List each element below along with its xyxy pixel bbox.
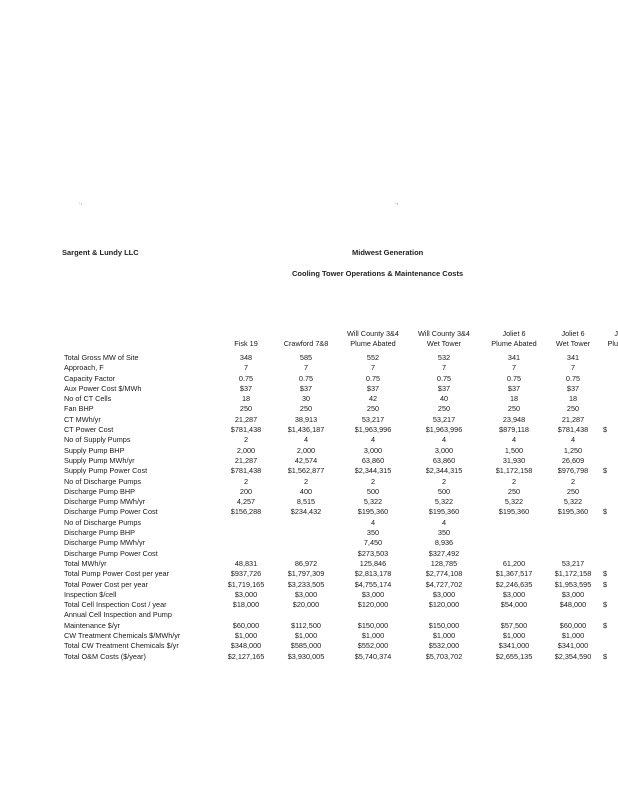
table-cell: $20,000: [292, 600, 320, 610]
table-cell: [603, 487, 618, 497]
table-cell: $: [603, 569, 608, 579]
table-cell: 4: [511, 435, 517, 445]
scan-mark-left: .,: [79, 200, 83, 206]
table-cell: 4,257: [236, 497, 256, 507]
column-header-line1: Will County 3&4: [347, 329, 399, 338]
table-cell: [603, 456, 618, 466]
table-cell: $37: [366, 383, 380, 393]
table-cell: 38,913: [294, 414, 318, 424]
table-cell: 350: [366, 528, 380, 538]
table-cell: 0.75: [238, 373, 254, 383]
table-cell: $781,438: [230, 425, 262, 435]
table-cell: 0.75: [565, 373, 581, 383]
table-cell: 30: [301, 394, 311, 404]
table-cell: $2,127,165: [227, 651, 265, 661]
column-header-line1: Will County 3&4: [418, 329, 470, 338]
table-cell: 552: [366, 353, 380, 362]
row-label: Supply Pump Power Cost: [64, 466, 148, 476]
table-cell: 341: [566, 353, 580, 362]
table-cell: 21,287: [234, 414, 258, 424]
table-cell: $37: [507, 383, 521, 393]
table-cell: 18: [568, 394, 578, 404]
table-cell: $273,503: [357, 548, 389, 558]
table-cell: $60,000: [559, 620, 587, 630]
company-name: Sargent & Lundy LLC: [62, 248, 139, 257]
table-cell: 63,860: [361, 455, 385, 465]
table-cell: $1,172,158: [554, 569, 592, 579]
table-cell: $1,000: [432, 631, 456, 641]
table-cell: $3,233,505: [287, 579, 325, 589]
table-cell: 0.75: [298, 373, 314, 383]
row-label: Supply Pump BHP: [64, 445, 125, 455]
table-cell: $: [603, 600, 608, 610]
table-cell: 7: [511, 363, 517, 373]
row-label: CT MWh/yr: [64, 414, 101, 424]
table-cell: 4: [370, 517, 376, 527]
table-cell: 21,287: [561, 414, 585, 424]
table-cell: 0.75: [436, 373, 452, 383]
row-label: Discharge Pump Power Cost: [64, 548, 158, 558]
table-cell: $195,360: [498, 507, 530, 517]
table-cell: $60,000: [232, 620, 260, 630]
table-cell: $234,432: [290, 507, 322, 517]
table-cell: [603, 610, 618, 620]
table-cell: 4: [570, 435, 576, 445]
table-cell: 500: [366, 486, 380, 496]
table-cell: 53,217: [432, 414, 456, 424]
table-cell: $2,774,108: [425, 569, 463, 579]
table-cell: 7: [303, 363, 309, 373]
table-cell: 125,846: [359, 558, 387, 568]
table-cell: $585,000: [290, 641, 322, 651]
table-cell: 4: [370, 435, 376, 445]
table-cell: 200: [239, 486, 253, 496]
table-cell: $37: [239, 383, 253, 393]
table-cell: 2: [511, 476, 517, 486]
table-cell: 2,000: [236, 445, 256, 455]
table-cell: $2,655,135: [495, 651, 533, 661]
table-cell: 585: [299, 353, 313, 362]
table-cell: 2: [243, 476, 249, 486]
table-cell: 18: [241, 394, 251, 404]
table-cell: $2,354,590: [554, 651, 592, 661]
table-cell: [337, 610, 409, 620]
table-cell: 2: [303, 476, 309, 486]
column-header-line2: Plume Abated: [350, 339, 396, 348]
column-header-line2: Wet Tower: [555, 339, 591, 348]
table-cell: 250: [507, 486, 521, 496]
table-cell: $2,813,178: [354, 569, 392, 579]
table-cell: [603, 384, 618, 394]
table-cell: [537, 610, 609, 620]
table-cell: $1,562,877: [287, 466, 325, 476]
row-label: Total Gross MW of Site: [64, 353, 139, 362]
table-cell: [537, 549, 609, 559]
column-header-line2: Plu: [607, 339, 618, 348]
table-cell: 4: [441, 517, 447, 527]
table-cell: $5,703,702: [425, 651, 463, 661]
table-cell: 341: [507, 353, 521, 362]
table-cell: $18,000: [232, 600, 260, 610]
table-cell: 4: [441, 435, 447, 445]
table-cell: $3,000: [561, 589, 585, 599]
table-cell: 86,972: [294, 558, 318, 568]
table-cell: [603, 394, 618, 404]
table-cell: $2,246,635: [495, 579, 533, 589]
row-label: Aux Power Cost $/MWh: [64, 383, 142, 393]
table-cell: [603, 415, 618, 425]
report-title: Cooling Tower Operations & Maintenance Costs: [292, 269, 464, 278]
table-cell: 348: [239, 353, 253, 362]
column-header-line1: Joliet 6: [561, 329, 585, 338]
table-cell: $4,755,174: [354, 579, 392, 589]
table-cell: [603, 374, 618, 384]
value-column: [537, 353, 609, 662]
table-cell: 532: [437, 353, 451, 362]
column-header-line1: [270, 329, 342, 339]
column-header-line2: Plume Abated: [491, 339, 537, 348]
table-cell: 5,322: [434, 497, 454, 507]
value-column: [270, 353, 342, 662]
table-cell: $781,438: [557, 425, 589, 435]
value-column: [408, 353, 480, 662]
table-cell: $48,000: [559, 600, 587, 610]
table-cell: 1,500: [504, 445, 524, 455]
table-cell: 5,322: [504, 497, 524, 507]
table-cell: 5,322: [363, 497, 383, 507]
table-cell: $2,344,315: [354, 466, 392, 476]
table-cell: 1,250: [563, 445, 583, 455]
table-cell: [537, 538, 609, 548]
table-cell: 0.75: [365, 373, 381, 383]
table-cell: $: [603, 620, 608, 630]
table-cell: [603, 538, 618, 548]
table-cell: [270, 538, 342, 548]
row-label: Discharge Pump BHP: [64, 486, 135, 496]
table-cell: [270, 549, 342, 559]
table-cell: 350: [437, 528, 451, 538]
table-cell: 2: [570, 476, 576, 486]
table-cell: $1,000: [294, 631, 318, 641]
table-cell: $3,930,005: [287, 651, 325, 661]
value-column-partial: [603, 353, 618, 662]
table-cell: $37: [566, 383, 580, 393]
table-cell: 2: [441, 476, 447, 486]
table-cell: 21,287: [234, 455, 258, 465]
column-header: [270, 329, 342, 349]
row-label: Fan BHP: [64, 404, 94, 414]
row-labels: [64, 353, 204, 662]
column-header-line2: Crawford 7&8: [283, 339, 329, 348]
table-cell: [603, 641, 618, 651]
table-cell: $552,000: [357, 641, 389, 651]
table-cell: $1,000: [234, 631, 258, 641]
table-cell: 250: [507, 404, 521, 414]
table-cell: $2,344,315: [425, 466, 463, 476]
column-header: [408, 329, 480, 349]
table-cell: $1,172,158: [495, 466, 533, 476]
table-cell: $781,438: [230, 466, 262, 476]
table-cell: 250: [437, 404, 451, 414]
table-cell: [603, 631, 618, 641]
row-label: Annual Cell Inspection and Pump: [64, 610, 172, 620]
table-cell: [603, 559, 618, 569]
table-cell: [603, 353, 618, 363]
row-label: Approach, F: [64, 363, 104, 373]
table-cell: $1,367,517: [495, 569, 533, 579]
table-cell: [603, 435, 618, 445]
table-cell: 250: [566, 486, 580, 496]
table-cell: $1,797,309: [287, 569, 325, 579]
table-cell: 31,930: [502, 455, 526, 465]
table-cell: 42: [368, 394, 378, 404]
table-cell: $: [603, 579, 608, 589]
table-cell: $1,000: [361, 631, 385, 641]
table-cell: 8,936: [434, 538, 454, 548]
table-cell: $3,000: [234, 589, 258, 599]
table-cell: 3,000: [434, 445, 454, 455]
table-cell: 48,831: [234, 558, 258, 568]
table-cell: [603, 528, 618, 538]
column-header-line2: Fisk 19: [234, 339, 258, 348]
table-cell: $1,000: [502, 631, 526, 641]
row-label: Total Cell Inspection Cost / year: [64, 600, 167, 610]
column-header-line1: Joliet 6: [502, 329, 526, 338]
row-label: Total O&M Costs ($/year): [64, 651, 146, 661]
table-cell: $879,118: [499, 425, 529, 435]
column-header-line1: J: [614, 329, 618, 338]
table-cell: $3,000: [502, 589, 526, 599]
table-cell: 2: [243, 435, 249, 445]
table-cell: $5,740,374: [354, 651, 392, 661]
table-cell: $3,000: [432, 589, 456, 599]
table-cell: 128,785: [430, 558, 458, 568]
table-cell: [537, 528, 609, 538]
table-cell: [603, 497, 618, 507]
client-name: Midwest Generation: [352, 248, 424, 257]
column-header: [337, 329, 409, 349]
table-cell: 7: [441, 363, 447, 373]
row-label: No of CT Cells: [64, 394, 112, 404]
table-cell: $: [603, 425, 608, 435]
table-cell: [603, 404, 618, 414]
table-cell: 53,217: [561, 558, 585, 568]
table-cell: $54,000: [500, 600, 528, 610]
table-cell: $120,000: [357, 600, 389, 610]
table-cell: 5,322: [563, 497, 583, 507]
table-cell: $: [603, 507, 608, 517]
table-cell: $120,000: [428, 600, 460, 610]
table-cell: $1,963,996: [425, 425, 463, 435]
table-cell: 26,609: [561, 455, 585, 465]
row-label: CW Treatment Chemicals $/MWh/yr: [64, 631, 181, 641]
table-cell: [537, 518, 609, 528]
value-column: [337, 353, 409, 662]
table-cell: $532,000: [428, 641, 460, 651]
table-cell: [603, 549, 618, 559]
table-cell: $1,719,165: [227, 579, 265, 589]
table-cell: 53,217: [361, 414, 385, 424]
table-cell: 63,860: [432, 455, 456, 465]
table-cell: 400: [299, 486, 313, 496]
table-cell: $3,000: [294, 589, 318, 599]
table-cell: 8,515: [296, 497, 316, 507]
row-label: No of Discharge Pumps: [64, 517, 142, 527]
table-cell: $150,000: [357, 620, 389, 630]
table-cell: $57,500: [500, 620, 528, 630]
table-cell: $195,360: [357, 507, 389, 517]
table-cell: $195,360: [428, 507, 460, 517]
table-cell: $1,000: [561, 631, 585, 641]
table-cell: $327,492: [428, 548, 460, 558]
table-cell: $195,360: [557, 507, 589, 517]
table-cell: 4: [303, 435, 309, 445]
table-cell: 2,000: [296, 445, 316, 455]
row-label: CT Power Cost: [64, 425, 114, 435]
table-cell: $: [603, 466, 608, 476]
table-cell: 250: [566, 404, 580, 414]
table-cell: 7: [570, 363, 576, 373]
table-cell: 250: [366, 404, 380, 414]
column-header-line2: Wet Tower: [426, 339, 462, 348]
table-cell: [603, 477, 618, 487]
table-cell: 3,000: [363, 445, 383, 455]
table-cell: 7,450: [363, 538, 383, 548]
row-label: Discharge Pump BHP: [64, 528, 135, 538]
row-label: No of Supply Pumps: [64, 435, 131, 445]
table-cell: 0.75: [506, 373, 522, 383]
table-cell: [603, 363, 618, 373]
table-cell: [603, 518, 618, 528]
table-cell: $37: [299, 383, 313, 393]
row-label: Supply Pump MWh/yr: [64, 455, 135, 465]
row-label: Maintenance $/yr: [64, 620, 120, 630]
table-cell: 40: [439, 394, 449, 404]
table-cell: [603, 446, 618, 456]
table-cell: $937,726: [230, 569, 262, 579]
table-cell: $4,727,702: [425, 579, 463, 589]
table-cell: $112,500: [291, 620, 321, 630]
table-cell: 500: [437, 486, 451, 496]
table-cell: 250: [239, 404, 253, 414]
row-label: Inspection $/cell: [64, 589, 117, 599]
table-cell: 7: [243, 363, 249, 373]
row-label: Discharge Pump MWh/yr: [64, 497, 146, 507]
table-cell: 7: [370, 363, 376, 373]
table-cell: $37: [437, 383, 451, 393]
row-label: No of Discharge Pumps: [64, 476, 142, 486]
table-cell: 61,200: [502, 558, 526, 568]
table-cell: $: [603, 651, 608, 661]
table-cell: 250: [299, 404, 313, 414]
row-label: Total Power Cost per year: [64, 579, 148, 589]
row-label: Discharge Pump MWh/yr: [64, 538, 146, 548]
table-cell: $3,000: [361, 589, 385, 599]
table-cell: 18: [509, 394, 519, 404]
table-cell: $156,288: [230, 507, 262, 517]
scan-mark-right: .,: [395, 200, 399, 206]
table-cell: $348,000: [230, 641, 262, 651]
row-label: Discharge Pump Power Cost: [64, 507, 158, 517]
table-cell: $976,798: [557, 466, 589, 476]
row-label: Total MWh/yr: [64, 558, 107, 568]
row-label: Total CW Treatment Chemicals $/yr: [64, 641, 179, 651]
row-label: Total Pump Power Cost per year: [64, 569, 170, 579]
table-cell: $341,000: [498, 641, 530, 651]
table-cell: $1,436,187: [287, 425, 325, 435]
table-cell: [270, 610, 342, 620]
table-cell: $1,953,595: [554, 579, 592, 589]
row-label: Capacity Factor: [64, 373, 116, 383]
table-cell: $1,963,996: [354, 425, 392, 435]
table-cell: $341,000: [557, 641, 589, 651]
table-cell: 42,574: [294, 455, 318, 465]
table-cell: [270, 528, 342, 538]
table-cell: [270, 518, 342, 528]
table-cell: [603, 590, 618, 600]
column-header-partial: [578, 329, 618, 349]
table-cell: $150,000: [428, 620, 460, 630]
table-cell: 23,948: [502, 414, 526, 424]
table-cell: 2: [370, 476, 376, 486]
table-cell: [408, 610, 480, 620]
